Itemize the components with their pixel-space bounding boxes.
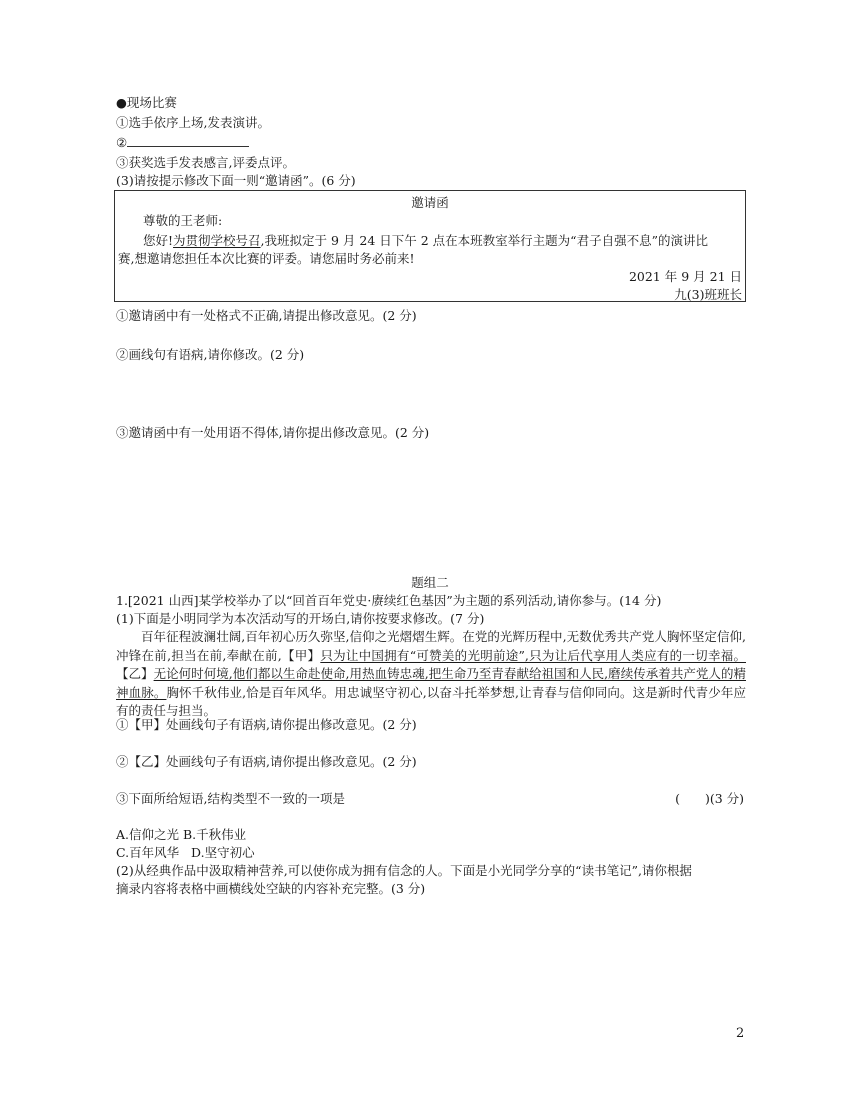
question-score: ( )(3 分): [675, 791, 744, 806]
invitation-letter-box: [114, 190, 746, 302]
letter-body-text: ,我班拟定于 9 月 24 日下午 2 点在本班教室举行主题为“君子自强不息”的演讲比: [260, 233, 708, 248]
question-text: ②画线句有语病,请你修改。(2 分): [116, 347, 305, 362]
section-heading: ●现场比赛: [116, 95, 177, 110]
mark-yi: 【乙】: [116, 666, 154, 681]
group-title: 题组二: [411, 575, 449, 590]
paragraph-text: 胸怀千秋伟业,恰是百年风华。用忠诚坚守初心,以奋斗托举梦想,让青春与信仰同向。这是新时代青少年应有的责任与担当。: [116, 684, 746, 718]
letter-greeting: 您好!: [143, 233, 174, 248]
question-text: ①【甲】处画线句子有语病,请你提出修改意见。(2 分): [116, 717, 417, 732]
mark-jia: 【甲】: [281, 647, 321, 663]
underlined-sentence-jia: 只为让中国拥有“可赞美的光明前途”,只为让后代享用人类应有的一切幸福。: [320, 647, 746, 663]
letter-signer: 九(3)班班长: [674, 287, 742, 302]
options-row: [116, 826, 246, 844]
letter-date: 2021 年 9 月 21 日: [628, 269, 742, 284]
question-text: ③下面所给短语,结构类型不一致的一项是: [116, 791, 345, 806]
option-d: D.坚守初心: [191, 845, 255, 860]
question-text: (3)请按提示修改下面一则“邀请函”。(6 分): [116, 173, 356, 188]
question-text: ③邀请函中有一处用语不得体,请你提出修改意见。(2 分): [116, 425, 430, 440]
option-c: C.百年风华: [116, 845, 180, 860]
letter-title: 邀请函: [411, 195, 449, 210]
opening-paragraph: [116, 628, 746, 721]
option-b: B.千秋伟业: [183, 827, 247, 842]
sub-question: 摘录内容将表格中画横线处空缺的内容补充完整。(3 分): [116, 881, 426, 896]
list-item: ①选手依序上场,发表演讲。: [116, 115, 270, 130]
question-intro: 1.[2021 山西]某学校举办了以“回首百年党史·赓续红色基因”为主题的系列活动,请你参与。(14 分): [116, 593, 662, 608]
sub-question: (2)从经典作品中汲取精神营养,可以使你成为拥有信念的人。下面是小光同学分享的“读书笔记”,请你根据: [116, 863, 692, 878]
page-number: 2: [736, 1026, 745, 1041]
list-item: ③获奖选手发表感言,评委点评。: [116, 155, 295, 170]
sub-question: (1)下面是小明同学为本次活动写的开场白,请你按要求修改。(7 分): [116, 611, 485, 626]
item-number: ②: [116, 135, 128, 150]
underlined-sentence: 为贯彻学校号召: [173, 233, 261, 248]
answer-blank: [127, 134, 249, 147]
question-text: ①邀请函中有一处格式不正确,请提出修改意见。(2 分): [116, 308, 417, 323]
list-item-blank: [116, 134, 249, 152]
paragraph-text: 百年征程波澜壮阔,百年初心历久弥坚,信仰之光熠熠生辉。在党的光辉历程中,无数优秀共产党人胸怀坚定信仰,冲锋在前,担当在前,奉献在前,: [116, 629, 746, 663]
letter-body-line: 赛,想邀请您担任本次比赛的评委。请您届时务必前来!: [118, 251, 415, 266]
options-row: [116, 844, 255, 862]
underlined-sentence-yi: 无论何时何境,他们都以生命赴使命,用热血铸忠魂,把生命乃至青春献给祖国和人民,磨续传承着共产党人的精神血脉。: [116, 666, 746, 700]
letter-salutation: 尊敬的王老师:: [143, 213, 223, 228]
letter-body-line: [143, 232, 708, 250]
option-a: A.信仰之光: [116, 827, 180, 842]
question-text: ②【乙】处画线句子有语病,请你提出修改意见。(2 分): [116, 754, 417, 769]
